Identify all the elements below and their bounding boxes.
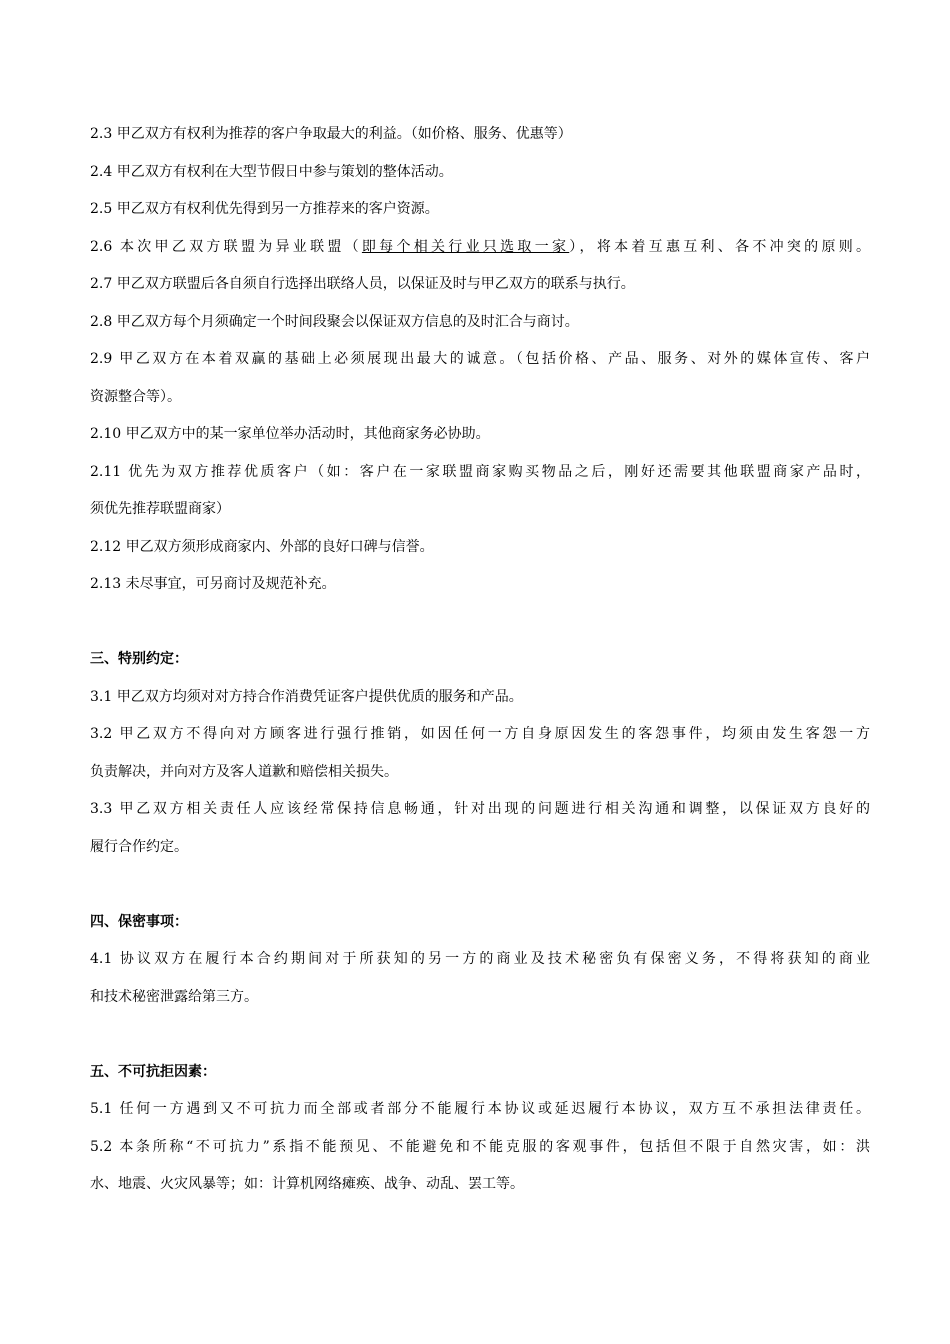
clause-2-5: 2.5 甲乙双方有权利优先得到另一方推荐来的客户资源。 bbox=[90, 201, 439, 217]
clause-2-11-line-1: 2.11 优先为双方推荐优质客户（如：客户在一家联盟商家购买物品之后，刚好还需要其他联盟商家产品时， bbox=[90, 463, 870, 480]
clause-2-10: 2.10 甲乙双方中的某一家单位举办活动时，其他商家务必协助。 bbox=[90, 426, 490, 442]
clause-2-11-line-2: 须优先推荐联盟商家） bbox=[90, 501, 230, 517]
clause-2-9-line-1: 2.9 甲乙双方在本着双赢的基础上必须展现出最大的诚意。（包括价格、产品、服务、对外的媒体宣传、客户 bbox=[90, 351, 870, 367]
section-4-heading: 四、保密事项： bbox=[90, 913, 188, 930]
clause-2-6-suffix: ），将本着互惠互利、各不冲突的原则。 bbox=[569, 238, 870, 255]
clause-2-8: 2.8 甲乙双方每个月须确定一个时间段聚会以保证双方信息的及时汇合与商讨。 bbox=[90, 313, 579, 330]
section-spacer bbox=[90, 604, 870, 642]
section-spacer bbox=[90, 1016, 870, 1054]
clause-5-2-line-1: 5.2 本条所称“不可抗力”系指不能预见、不能避免和不能克服的客观事件，包括但不限于自然灾害，如：洪 bbox=[90, 1138, 870, 1155]
document-body bbox=[90, 116, 870, 1204]
clause-3-1: 3.1 甲乙双方均须对对方持合作消费凭证客户提供优质的服务和产品。 bbox=[90, 688, 523, 705]
clause-3-2-line-2: 负责解决，并向对方及客人道歉和赔偿相关损失。 bbox=[90, 763, 398, 780]
clause-3-3-line-2: 履行合作约定。 bbox=[90, 838, 188, 855]
clause-3-2-line-1: 3.2 甲乙双方不得向对方顾客进行强行推销，如因任何一方自身原因发生的客怨事件，均须由发生客怨一方 bbox=[90, 726, 870, 742]
clause-2-7: 2.7 甲乙双方联盟后各自须自行选择出联络人员，以保证及时与甲乙双方的联系与执行。 bbox=[90, 276, 635, 292]
clause-2-6-underlined: 即每个相关行业只选取一家 bbox=[361, 238, 570, 255]
section-5-heading: 五、不可抗拒因素： bbox=[90, 1063, 216, 1080]
clause-5-2-line-2: 水、地震、火灾风暴等；如：计算机网络瘫痪、战争、动乱、罢工等。 bbox=[90, 1176, 524, 1192]
clause-2-6-prefix: 2.6 本次甲乙双方联盟为异业联盟（ bbox=[90, 238, 362, 255]
clause-2-6 bbox=[90, 229, 870, 267]
clause-2-3: 2.3 甲乙双方有权利为推荐的客户争取最大的利益。（如价格、服务、优惠等） bbox=[90, 126, 572, 142]
section-spacer bbox=[90, 866, 870, 904]
clause-2-13: 2.13 未尽事宜，可另商讨及规范补充。 bbox=[90, 576, 336, 592]
clause-3-3-line-1: 3.3 甲乙双方相关责任人应该经常保持信息畅通，针对出现的问题进行相关沟通和调整，以保证双方良好的 bbox=[90, 801, 870, 817]
clause-5-1: 5.1 任何一方遇到又不可抗力而全部或者部分不能履行本协议或延迟履行本协议，双方互不承担法律责任。 bbox=[90, 1101, 870, 1117]
clause-2-4: 2.4 甲乙双方有权利在大型节假日中参与策划的整体活动。 bbox=[90, 163, 453, 180]
clause-4-1-line-1: 4.1 协议双方在履行本合约期间对于所获知的另一方的商业及技术秘密负有保密义务，不得将获知的商业 bbox=[90, 951, 870, 967]
clause-4-1-line-2: 和技术秘密泄露给第三方。 bbox=[90, 988, 258, 1005]
clause-2-9-line-2: 资源整合等）。 bbox=[90, 388, 181, 405]
clause-2-12: 2.12 甲乙双方须形成商家内、外部的良好口碑与信誉。 bbox=[90, 538, 434, 555]
section-3-heading: 三、特别约定： bbox=[90, 651, 188, 667]
